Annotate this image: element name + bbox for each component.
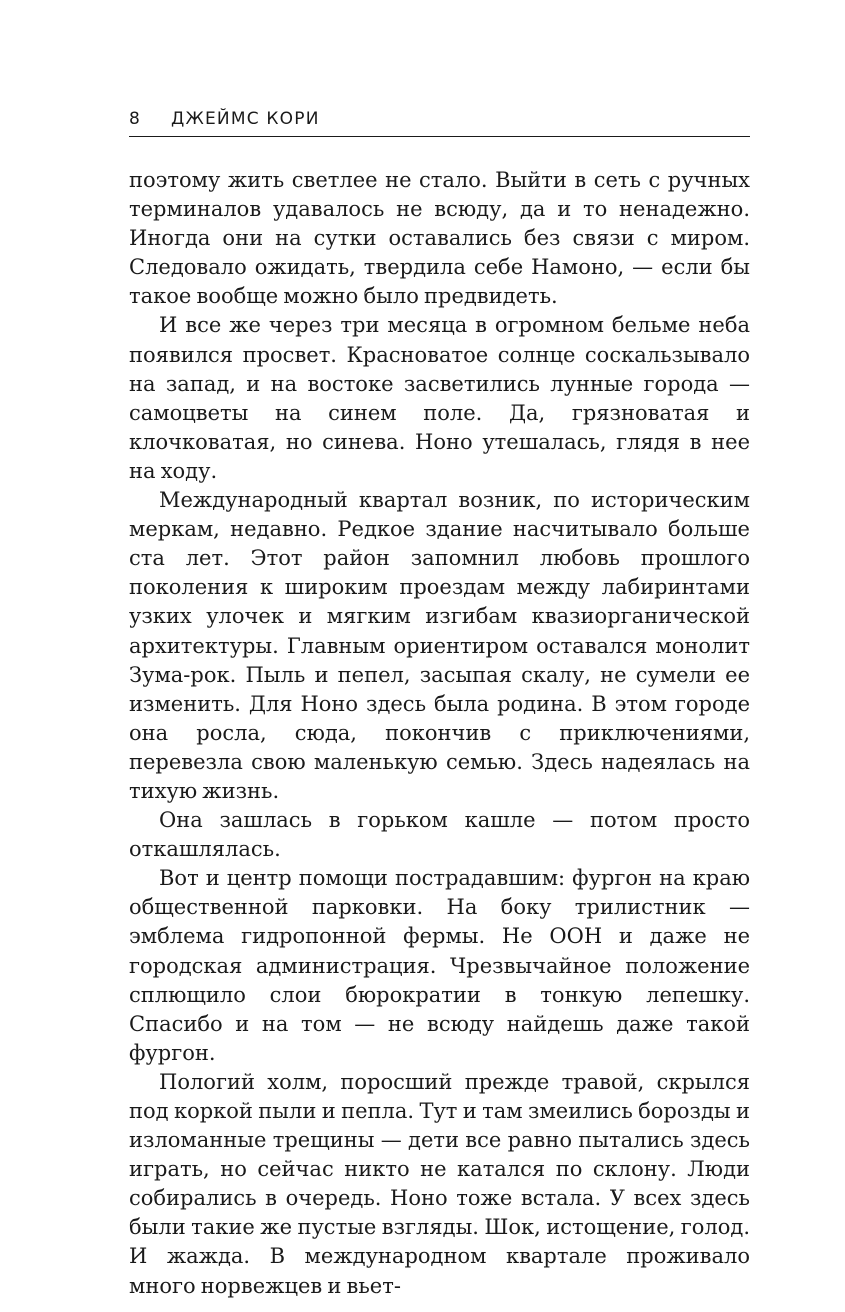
paragraph-4: Она зашлась в горьком кашле — потом просто откашлялась.	[129, 808, 750, 862]
paragraph-2: И все же через три месяца в огромном бельме неба появился просвет. Красноватое солнце соскальзывало на запад, и на востоке засветились лунные города — самоцветы на синем поле. Да, грязноватая и клочковатая, но синева. Ноно утешалась, глядя в нее на ходу.	[129, 313, 750, 483]
running-head	[129, 108, 750, 137]
paragraph-5: Вот и центр помощи пострадавшим: фургон на краю общественной парковки. На боку трилистник — эмблема гидропонной фермы. Не ООН и даже не городская администрация. Чрезвычайное положение сплющило слои бюрократии в тонкую лепешку. Спасибо и на том — не всюду найдешь даже такой фургон.	[129, 866, 750, 1065]
author-name: ДЖЕЙМС КОРИ	[171, 109, 320, 129]
page-number: 8	[129, 109, 142, 129]
paragraph-1: поэтому жить светлее не стало. Выйти в сеть с ручных терминалов удавалось не всюду, да и то ненадежно. Иногда они на сутки оставались без связи с миром. Следовало ожидать, твердила себе Намоно, — если бы такое вообще можно было предвидеть.	[129, 168, 750, 309]
paragraph-3: Международный квартал возник, по историческим меркам, недавно. Редкое здание насчитывало больше ста лет. Этот район запомнил любовь прошлого поколения к широким проездам между лабиринтами узких улочек и мягким изгибам квазиорганической архитектуры. Главным ориентиром оставался монолит Зума-рок. Пыль и пепел, засыпая скалу, не сумели ее изменить. Для Ноно здесь была родина. В этом городе она росла, сюда, покончив с приключениями, перевезла свою маленькую семью. Здесь надеялась на тихую жизнь.	[129, 488, 750, 803]
paragraph-6: Пологий холм, поросший прежде травой, скрылся под коркой пыли и пепла. Тут и там змеились борозды и изломанные трещины — дети все равно пытались здесь играть, но сейчас никто не катался по склону. Люди собирались в очередь. Ноно тоже встала. У всех здесь были такие же пустые взгляды. Шок, истощение, голод. И жажда. В международном квартале проживало много норвежцев и вьет-	[129, 1069, 750, 1298]
body-text	[129, 166, 750, 1301]
